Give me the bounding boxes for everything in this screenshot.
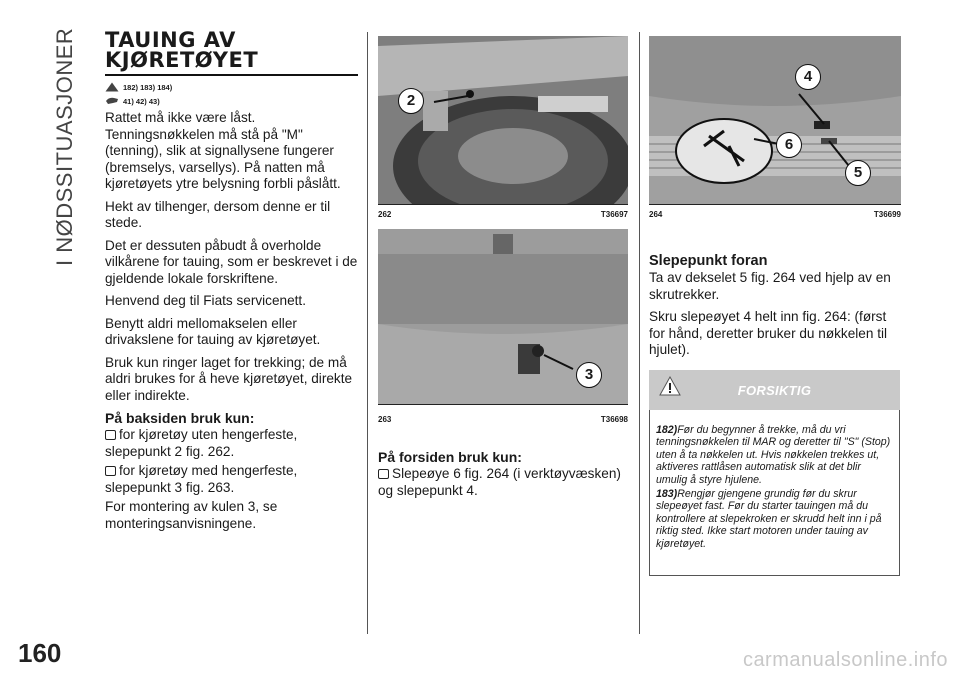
list-item [105, 427, 358, 460]
checkbox-bullet-icon [378, 469, 389, 479]
figure-263-image [378, 229, 628, 405]
figure-number: 264 [649, 210, 663, 219]
warning-refs [105, 82, 358, 92]
paragraph: Det er dessuten påbudt å overholde vilkårene for tauing, som er beskrevet i de gjeldende lokale forskriftene. [105, 237, 358, 286]
figure-number: 262 [378, 210, 392, 219]
page-number: 160 [18, 638, 62, 668]
paragraph: Hekt av tilhenger, dersom denne er til stede. [105, 198, 331, 230]
caution-item [656, 424, 893, 486]
list-item-text: for kjøretøy uten hengerfeste, slepepunkt 2 fig. 262. [105, 427, 298, 459]
caution-title: FORSIKTIG [737, 382, 812, 398]
paragraph: Benytt aldri mellomakselen eller drivakslene for tauing av kjøretøyet. [105, 315, 321, 347]
spare-wheel-illustration [378, 36, 628, 204]
paragraph: Skru slepeøyet 4 helt inn fig. 264: (først for hånd, deretter bruker du nøkkelen til hjulet). [649, 309, 888, 357]
subheading-rear: På baksiden bruk kun: [105, 410, 255, 426]
caution-ref: 183) [656, 488, 678, 501]
paragraph: For montering av kulen 3, se monteringsanvisningene. [105, 499, 278, 531]
caution-text: Før du begynner å trekke, må du vri tenningsnøkkelen til MAR og deretter til "S" (Stop) uten å ta nøkkelen ut. Hvis nøkkelen trekkes ut, aktiveres rattlåsen automatisk slik at det blir umulig å styre hjulene. [656, 424, 891, 486]
heading-rule [105, 74, 358, 76]
heading-line-2: KJØRETØYET [105, 48, 259, 72]
list-item [378, 466, 633, 499]
paragraph: Ta av dekselet 5 fig. 264 ved hjelp av en skrutrekker. [649, 270, 891, 302]
list-item [105, 463, 358, 496]
watermark: carmanualsonline.info [742, 649, 948, 671]
figure-code: T36697 [600, 210, 628, 219]
column-1 [105, 30, 358, 538]
section-side-title: I NØDSSITUASJONER [52, 28, 77, 267]
note-ref-numbers: 41) 42) 43) [123, 96, 160, 106]
callout-4: 4 [795, 64, 821, 90]
figure-code: T36698 [600, 415, 628, 424]
subheading-front-tow-point: Slepepunkt foran [649, 253, 768, 269]
column-divider [367, 32, 368, 634]
column-2-text [378, 443, 633, 502]
checkbox-bullet-icon [105, 466, 116, 476]
figure-264-caption [649, 210, 901, 219]
warning-triangle-icon [105, 82, 119, 92]
list-item-text: Slepeøye 6 fig. 264 (i verktøyvæsken) og slepepunkt 4. [378, 466, 621, 498]
figure-264-image [649, 36, 901, 205]
checkbox-bullet-icon [105, 430, 116, 440]
caution-text: Rengjør gjengene grundig før du skrur slepeøyet fast. Før du starter tauingen må du kontrollere at slepekroken er skrudd helt inn i på riktig sted. Ikke start motoren under tauing av kjøretøyet. [656, 488, 882, 550]
callout-2: 2 [398, 88, 424, 114]
figure-262-caption [378, 210, 628, 219]
callout-3: 3 [576, 362, 602, 388]
figure-code: T36699 [873, 210, 901, 219]
paragraph: Henvend deg til Fiats servicenett. [105, 293, 306, 308]
subheading-front: På forsiden bruk kun: [378, 449, 522, 465]
caution-body [649, 410, 900, 576]
caution-header [649, 370, 900, 410]
column-divider [639, 32, 640, 634]
figure-262-image [378, 36, 628, 205]
section-heading [105, 30, 358, 70]
heading-line-1: TAUING AV [105, 28, 236, 52]
paragraph: Bruk kun ringer laget for trekking; de må aldri brukes for å heve kjøretøyet, direkte eller indirekte. [105, 354, 353, 403]
callout-5: 5 [845, 160, 871, 186]
warning-ref-numbers: 182) 183) 184) [123, 82, 173, 92]
callout-6: 6 [776, 132, 802, 158]
note-refs [105, 96, 358, 106]
caution-item [656, 488, 893, 550]
paragraph: Rattet må ikke være låst. Tenningsnøkkelen må stå på "M" (tenning), slik at signallysene fungerer (bremselys, varsellys). På natten må kjøretøyets ytre belysning forbli påslått. [105, 110, 341, 191]
warning-triangle-icon [659, 376, 681, 396]
list-item-text: for kjøretøy med hengerfeste, slepepunkt 3 fig. 263. [105, 463, 298, 495]
figure-263-caption [378, 415, 628, 424]
figure-number: 263 [378, 415, 392, 424]
note-hand-icon [105, 96, 119, 106]
caution-ref: 182) [656, 424, 678, 436]
column-3-text [649, 247, 904, 365]
